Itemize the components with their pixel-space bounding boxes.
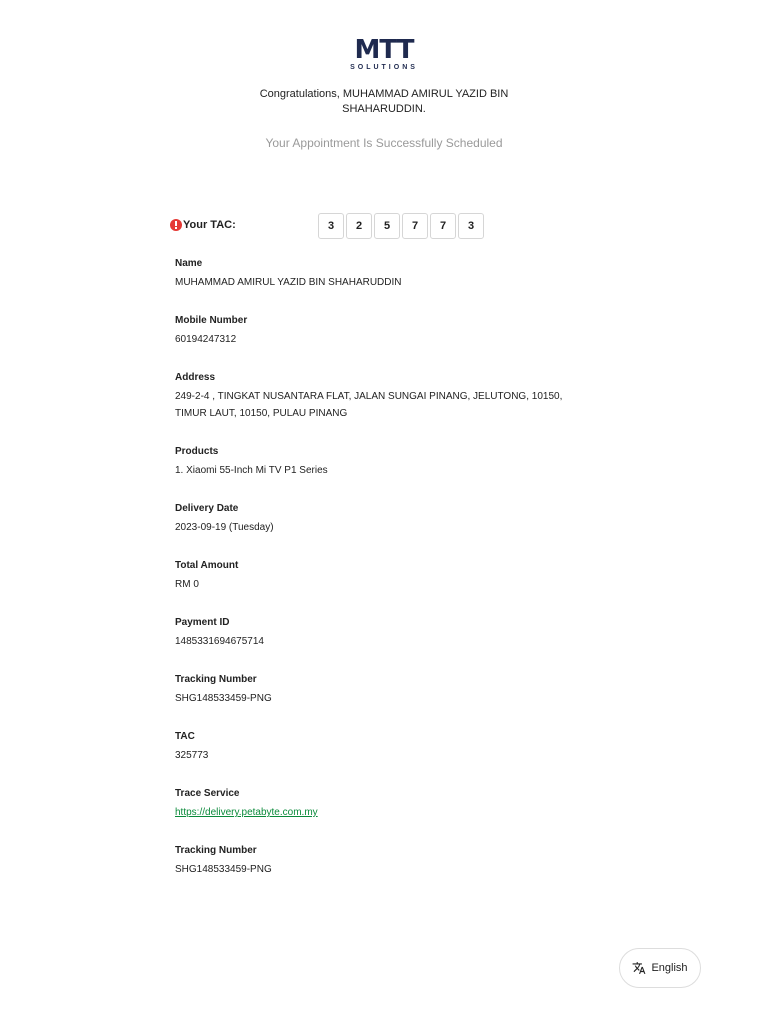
tac-digit-box: 2 (346, 213, 372, 239)
tac-row (170, 213, 590, 241)
field-label: Tracking Number (175, 845, 257, 856)
tac-digit-box: 7 (402, 213, 428, 239)
language-button[interactable] (619, 948, 701, 988)
field-tracking-number-2 (175, 844, 595, 878)
field-mobile-number (175, 314, 595, 348)
logo-main-text: MTT (354, 35, 414, 65)
field-label: Name (175, 258, 203, 269)
field-value: 249-2-4 , TINGKAT NUSANTARA FLAT, JALAN SUNGAI PINANG, JELUTONG, 10150, TIMUR LAUT, 10150, PULAU PINANG (175, 391, 563, 419)
field-label: TAC (175, 731, 195, 742)
field-payment-id (175, 616, 595, 650)
field-value: 60194247312 (175, 334, 237, 345)
field-trace-service (175, 787, 595, 821)
field-value: 2023-09-19 (Tuesday) (175, 522, 274, 533)
field-label: Trace Service (175, 788, 240, 799)
tac-digit-box: 5 (374, 213, 400, 239)
brand-logo (344, 35, 424, 72)
tac-digit-box: 3 (458, 213, 484, 239)
field-label: Mobile Number (175, 315, 248, 326)
field-value: SHG148533459-PNG (175, 693, 272, 704)
field-tac (175, 730, 595, 764)
tac-digit-box: 3 (318, 213, 344, 239)
appointment-status-subtitle: Your Appointment Is Successfully Scheduled (265, 136, 503, 150)
appointment-details (175, 257, 595, 901)
language-label: English (651, 962, 688, 974)
tac-digit-box: 7 (430, 213, 456, 239)
congratulations-message: Congratulations, MUHAMMAD AMIRUL YAZID BIN SHAHARUDDIN. (259, 88, 509, 115)
alert-circle-icon (170, 219, 182, 231)
field-label: Delivery Date (175, 503, 239, 514)
field-value: SHG148533459-PNG (175, 864, 272, 875)
field-label: Payment ID (175, 617, 230, 628)
field-label: Tracking Number (175, 674, 257, 685)
field-value: 325773 (175, 750, 209, 761)
trace-service-link[interactable]: https://delivery.petabyte.com.my (175, 807, 318, 818)
field-value: 1. Xiaomi 55-Inch Mi TV P1 Series (175, 465, 328, 476)
tac-digit-boxes (318, 213, 486, 239)
field-value: RM 0 (175, 579, 199, 590)
logo-sub-text: SOLUTIONS (350, 64, 418, 71)
field-value: MUHAMMAD AMIRUL YAZID BIN SHAHARUDDIN (175, 277, 402, 288)
field-name (175, 257, 595, 291)
field-delivery-date (175, 502, 595, 536)
field-total-amount (175, 559, 595, 593)
field-label: Address (175, 372, 216, 383)
field-value: 1485331694675714 (175, 636, 264, 647)
field-products (175, 445, 595, 479)
translate-icon (632, 961, 646, 975)
field-address (175, 371, 595, 422)
field-tracking-number (175, 673, 595, 707)
field-label: Total Amount (175, 560, 239, 571)
field-label: Products (175, 446, 219, 457)
tac-label: Your TAC: (183, 219, 236, 231)
